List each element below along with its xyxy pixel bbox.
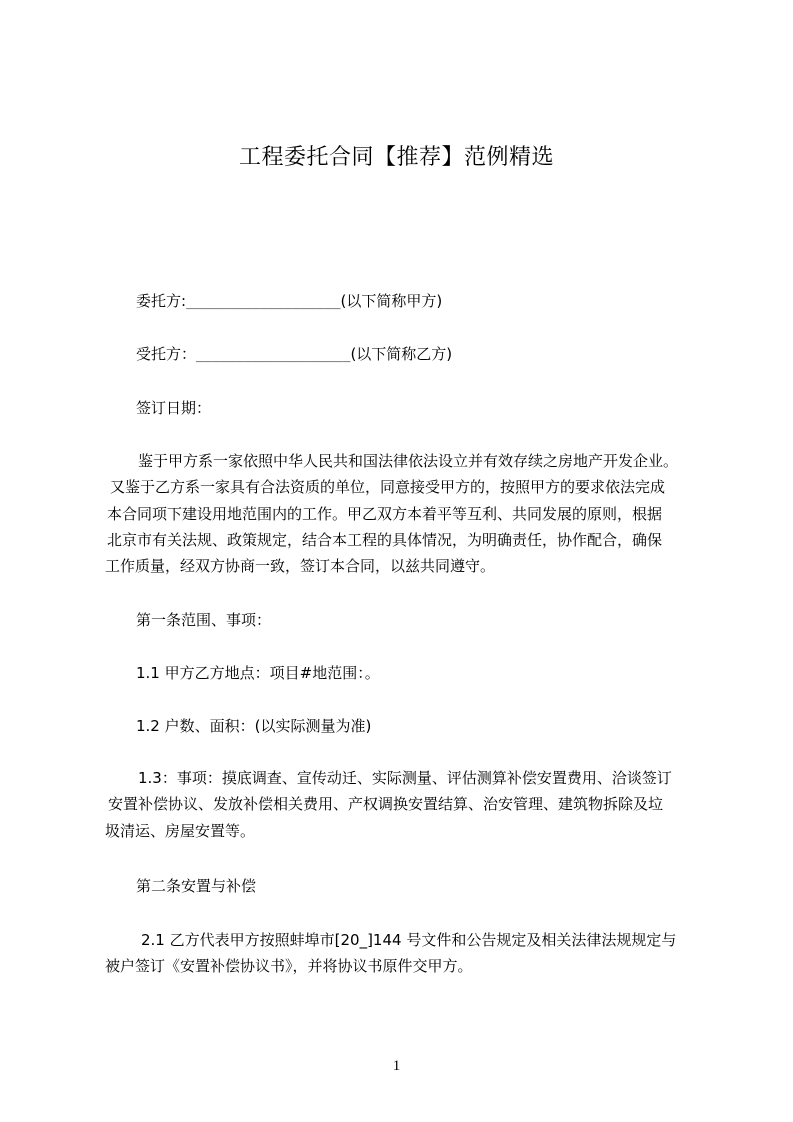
preamble-line: 工作质量，经双方协商一致，签订本合同，以兹共同遵守。 [105,557,496,576]
clause-1-3 [105,765,715,844]
signing-date-label: 签订日期： [136,399,212,417]
clause-line: 被户签订《安置补偿协议书》，并将协议书原件交甲方。 [105,957,473,976]
contractor-blank: ___________________ [196,347,351,363]
document-title: 工程委托合同【推荐】范例精选 [238,145,554,170]
clause-2-1 [105,927,715,980]
client-blank: ___________________ [186,294,341,310]
clause-line: 1.3：事项：摸底调查、宣传动迁、实际测量、评估测算补偿安置费用、洽谈签订 [138,769,672,787]
contractor-line [136,344,452,365]
clause-line: 安置补偿协议、发放补偿相关费用、产权调换安置结算、治安管理、建筑物拆除及垃 [108,795,664,814]
client-note: (以下简称甲方) [340,292,443,310]
clause-1-1: 1.1 甲方乙方地点：项目#地范围：。 [136,664,380,682]
clause-1-2: 1.2 户数、面积：(以实际测量为准) [136,717,372,735]
contractor-label: 受托方： [136,345,197,363]
article-1-heading: 第一条范围、事项： [136,611,272,629]
preamble-paragraph [105,448,715,579]
preamble-line: 北京市有关法规、政策规定，结合本工程的具体情况，为明确责任，协作配合，确保 [107,530,663,549]
client-label: 委托方: [136,292,187,310]
article-2-heading: 第二条安置与补偿 [136,877,257,895]
preamble-line: 又鉴于乙方系一家具有合法资质的单位，同意接受甲方的，按照甲方的要求依法完成 [110,478,666,497]
clause-line: 圾清运、房屋安置等。 [105,821,256,840]
preamble-line: 本合同项下建设用地范围内的工作。甲乙双方本着平等互利、共同发展的原则，根据 [107,504,663,523]
preamble-line: 鉴于甲方系一家依照中华人民共和国法律依法设立并有效存续之房地产开发企业。 [138,452,679,470]
clause-line: 2.1 乙方代表甲方按照蚌埠市[20_]144 号文件和公告规定及相关法律法规规定与 [141,931,677,949]
page-number: 1 [392,1058,401,1074]
contractor-note: (以下简称乙方) [350,345,453,363]
client-line [136,291,442,312]
